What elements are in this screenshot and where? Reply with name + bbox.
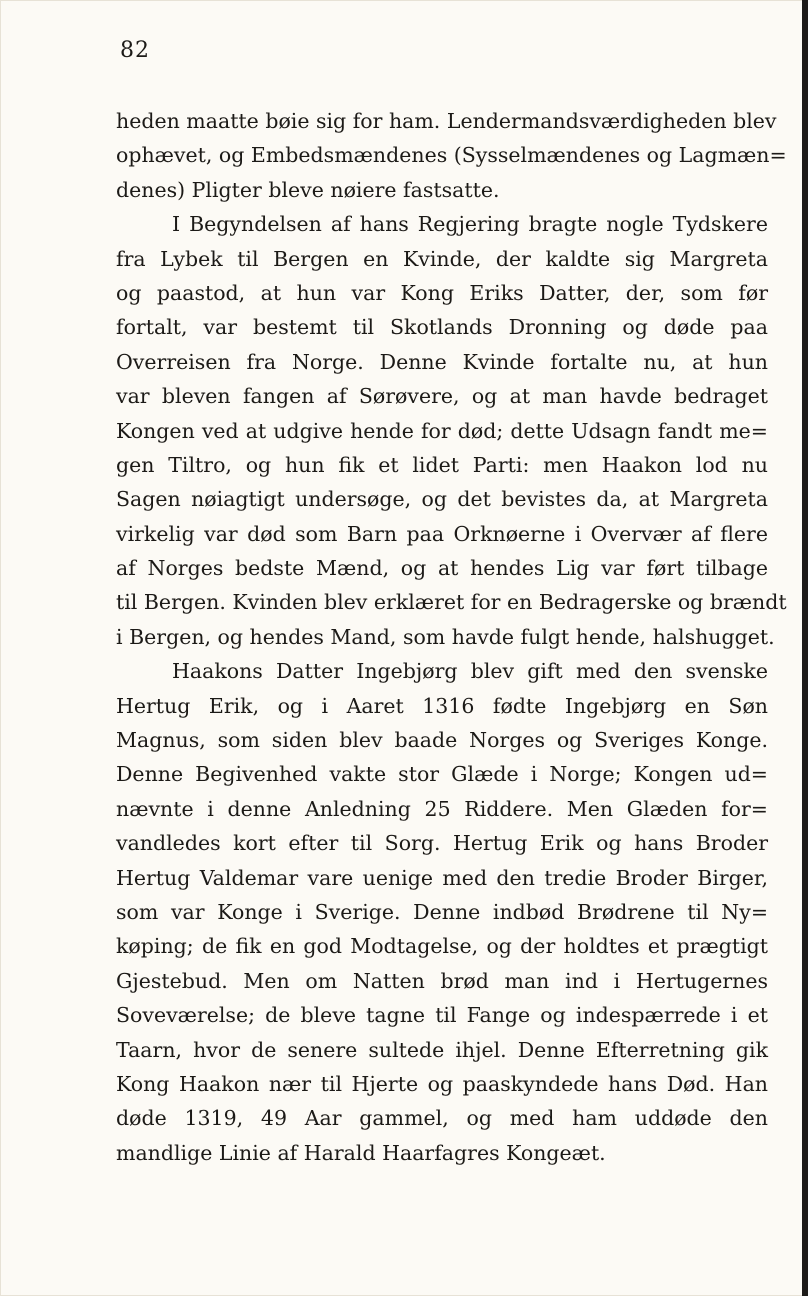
text-line: denes) Pligter bleve nøiere fastsatte. xyxy=(116,177,500,202)
text-line: Kongen ved at udgive hende for død; dette Udsagn fandt me= xyxy=(116,418,768,443)
text-line: i Bergen, og hendes Mand, som havde fulgt hende, halshugget. xyxy=(116,624,775,649)
text-line: fra Lybek til Bergen en Kvinde, der kaldte sig Margreta xyxy=(116,246,768,271)
text-line: Kong Haakon nær til Hjerte og paaskyndede hans Død. Han xyxy=(116,1071,768,1096)
text-line: døde 1319, 49 Aar gammel, og med ham uddøde den xyxy=(116,1106,768,1131)
page-number: 82 xyxy=(120,38,150,63)
page-edge xyxy=(802,0,808,1296)
text-line: Soveværelse; de bleve tagne til Fange og indespærrede i et xyxy=(116,1003,768,1028)
text-line: fortalt, var bestemt til Skotlands Dronning og døde paa xyxy=(116,315,768,340)
text-line: virkelig var død som Barn paa Orknøerne i Overvær af flere xyxy=(116,521,768,546)
text-line: ophævet, og Embedsmændenes (Sysselmændenes og Lagmæn= xyxy=(116,143,787,168)
text-line: af Norges bedste Mænd, og at hendes Lig var ført tilbage xyxy=(116,556,768,581)
text-line: som var Konge i Sverige. Denne indbød Brødrene til Ny= xyxy=(116,899,768,924)
text-line: Haakons Datter Ingebjørg blev gift med den svenske xyxy=(172,659,768,684)
text-line: heden maatte bøie sig for ham. Lendermandsværdigheden blev xyxy=(116,109,777,133)
text-line: Gjestebud. Men om Natten brød man ind i Hertugernes xyxy=(116,968,768,993)
text-line: Taarn, hvor de senere sultede ihjel. Denne Efterretning gik xyxy=(116,1037,768,1062)
text-line: vandledes kort efter til Sorg. Hertug Erik og hans Broder xyxy=(116,831,768,856)
text-line: Hertug Valdemar vare uenige med den tredie Broder Birger, xyxy=(116,865,768,890)
body-text xyxy=(116,104,787,1170)
text-line: Denne Begivenhed vakte stor Glæde i Norge; Kongen ud= xyxy=(116,762,768,787)
text-line: til Bergen. Kvinden blev erklæret for en Bedragerske og brændt xyxy=(116,590,787,615)
text-line: Magnus, som siden blev baade Norges og Sveriges Konge. xyxy=(116,728,768,753)
text-line: I Begyndelsen af hans Regjering bragte nogle Tydskere xyxy=(172,212,768,237)
text-line: nævnte i denne Anledning 25 Riddere. Men Glæden for= xyxy=(116,796,768,821)
text-line: gen Tiltro, og hun fik et lidet Parti: men Haakon lod nu xyxy=(116,452,768,477)
text-line: Sagen nøiagtigt undersøge, og det bevistes da, at Margreta xyxy=(116,487,768,512)
text-line: og paastod, at hun var Kong Eriks Datter, der, som før xyxy=(116,280,768,305)
text-line: Overreisen fra Norge. Denne Kvinde fortalte nu, at hun xyxy=(116,349,768,374)
text-line: køping; de fik en god Modtagelse, og der holdtes et prægtigt xyxy=(116,934,768,959)
text-line: mandlige Linie af Harald Haarfagres Kongeæt. xyxy=(116,1140,606,1165)
text-line: var bleven fangen af Sørøvere, og at man havde bedraget xyxy=(116,384,768,409)
text-line: Hertug Erik, og i Aaret 1316 fødte Ingebjørg en Søn xyxy=(116,693,768,718)
